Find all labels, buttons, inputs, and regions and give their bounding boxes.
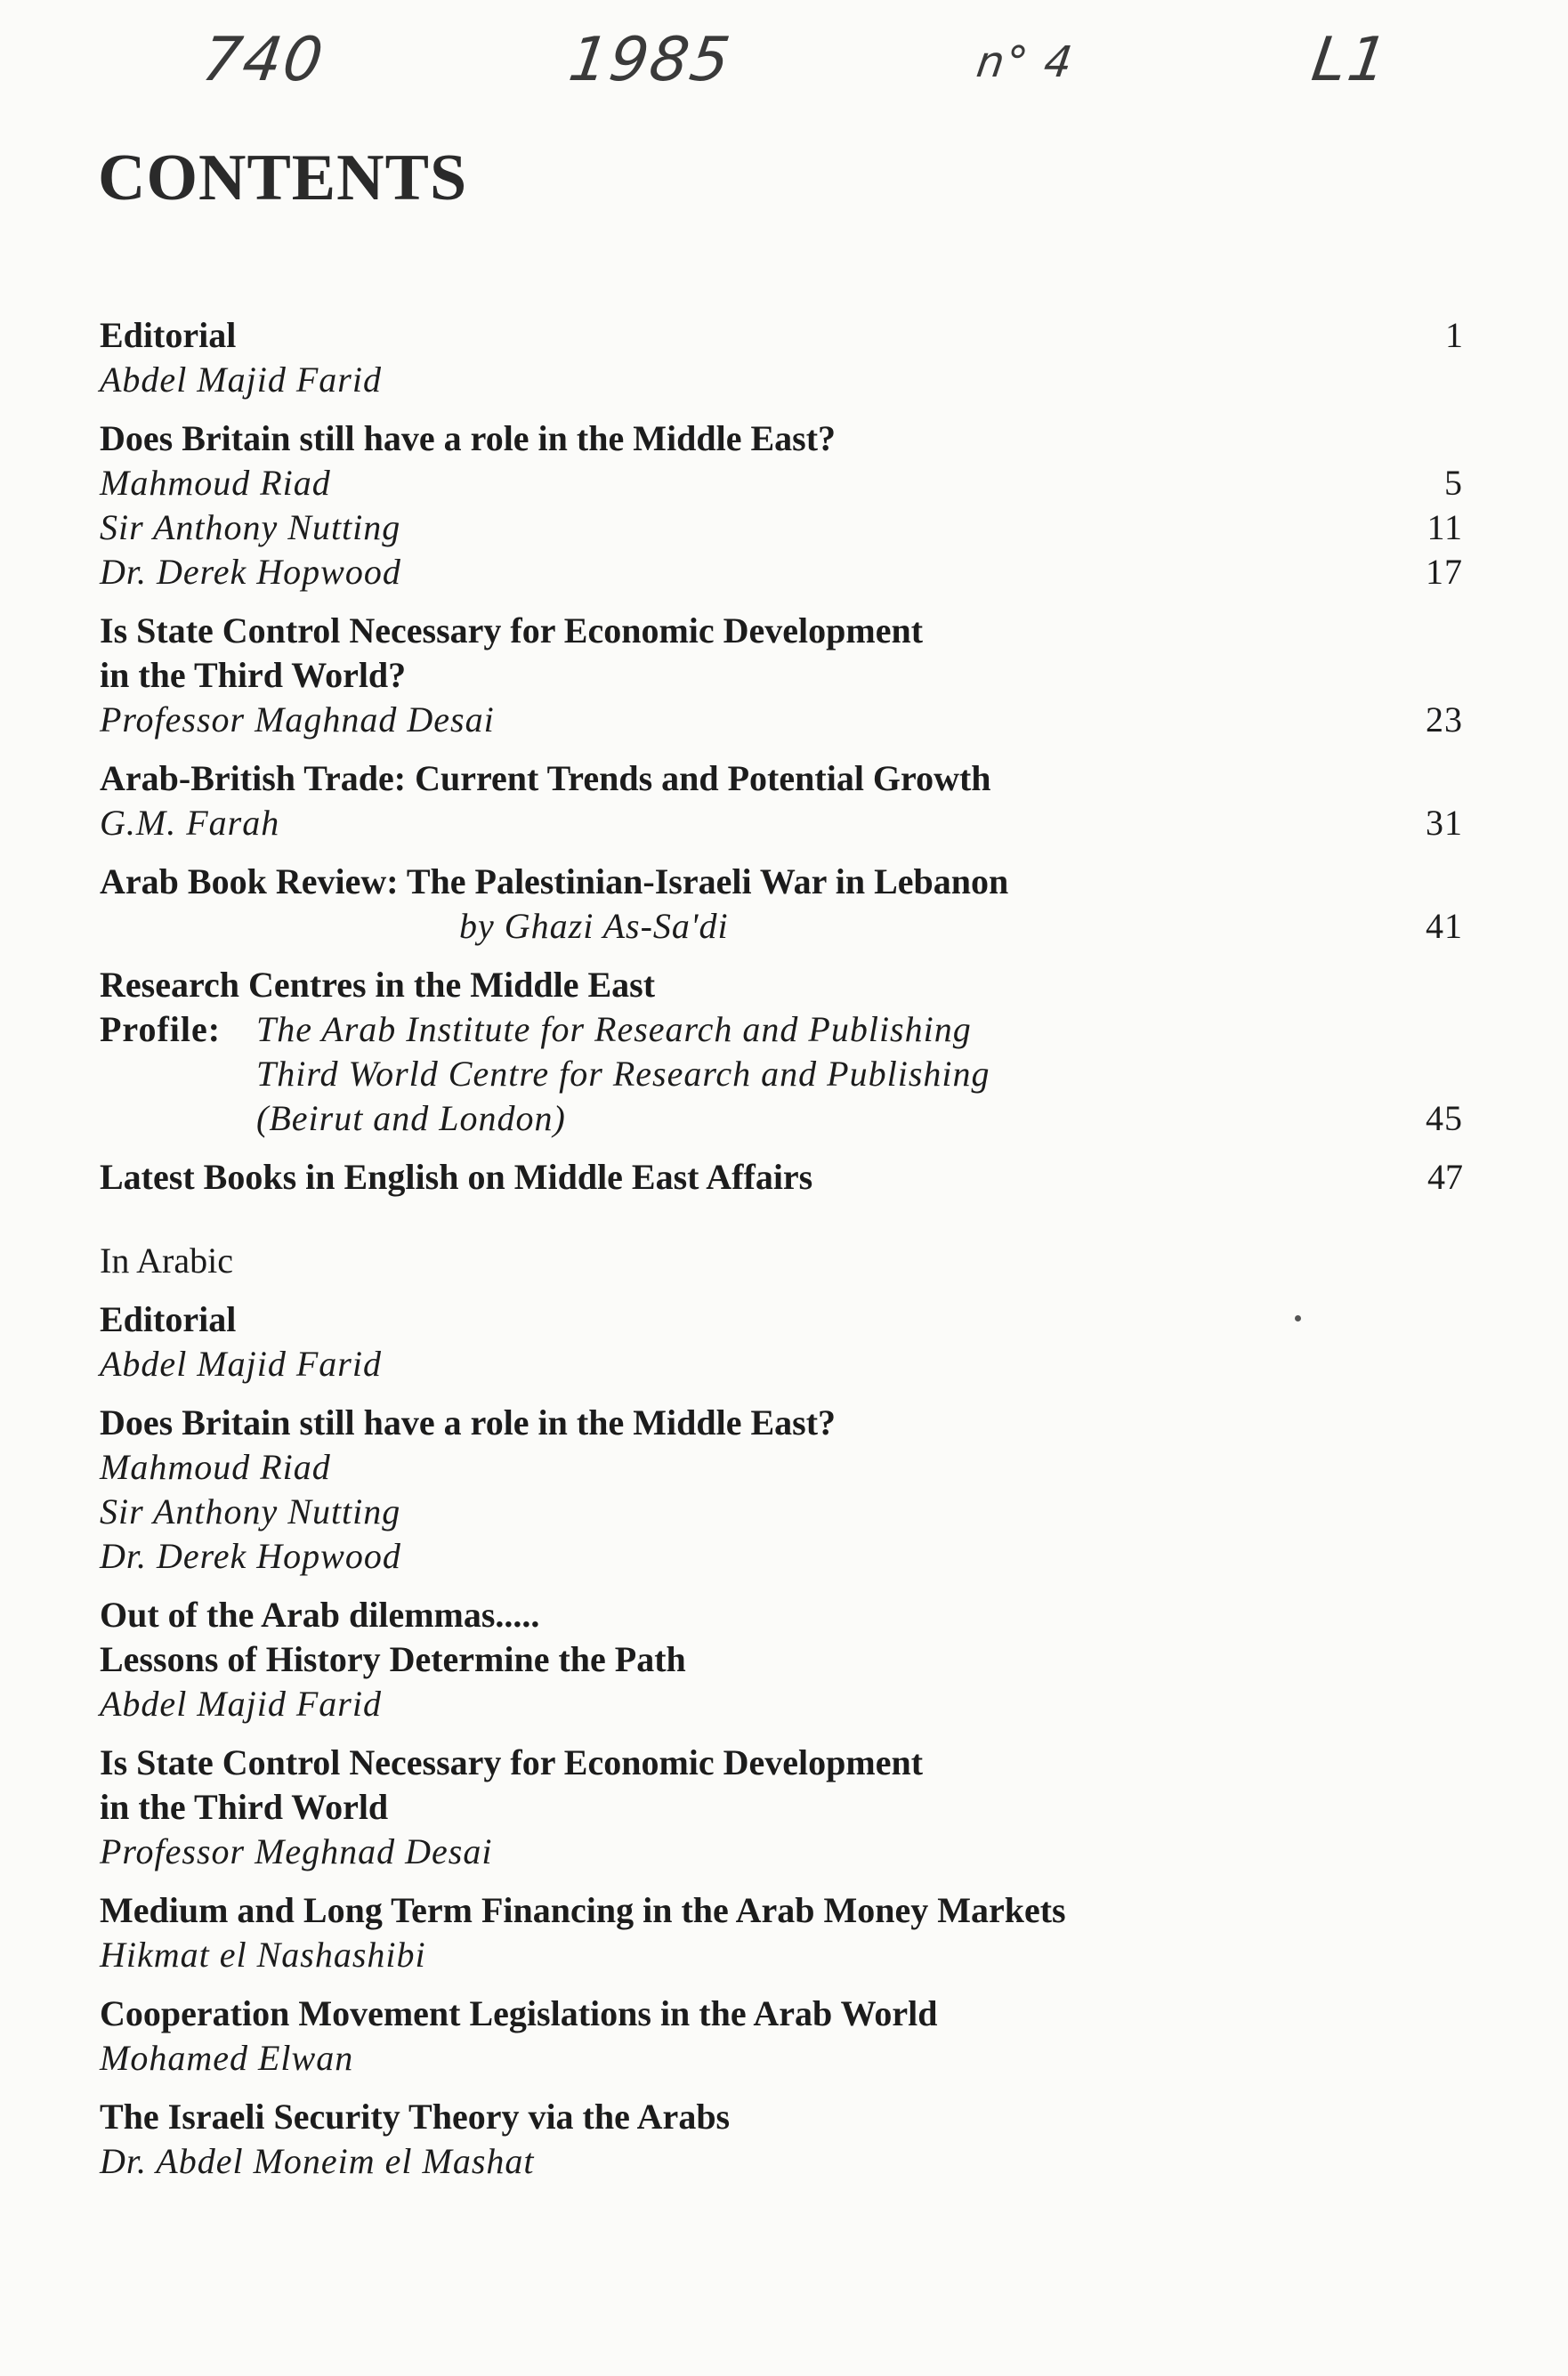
entry-title-text: Latest Books in English on Middle East Affairs	[100, 1157, 813, 1197]
section-heading-arabic: In Arabic	[100, 1241, 233, 1281]
entry-title: Arab Book Review: The Palestinian-Israeli War in Lebanon	[100, 861, 1009, 901]
page-number: 1	[1445, 315, 1463, 355]
author-name: Dr. Derek Hopwood	[100, 552, 401, 592]
page-number: 23	[1426, 699, 1463, 739]
handwritten-note: n° 4	[974, 37, 1078, 87]
entry-title	[100, 1155, 1463, 1200]
entry-author	[100, 550, 1463, 594]
entry-author: Sir Anthony Nutting	[100, 1491, 401, 1531]
entry-title: Cooperation Movement Legislations in the Arab World	[100, 1993, 938, 2033]
entry-title: Arab-British Trade: Current Trends and Potential Growth	[100, 758, 991, 798]
handwritten-note: 1985	[564, 25, 736, 95]
page-number: 47	[1427, 1157, 1463, 1197]
toc-entry	[100, 1741, 1463, 1874]
page-number: 45	[1426, 1098, 1463, 1138]
handwritten-note: L1	[1307, 25, 1394, 95]
page-number: 41	[1426, 906, 1463, 946]
entry-author: Abdel Majid Farid	[100, 1684, 382, 1724]
entry-title: in the Third World?	[100, 655, 407, 695]
entry-author: Mahmoud Riad	[100, 1447, 331, 1487]
entry-title: Out of the Arab dilemmas.....	[100, 1595, 540, 1635]
page-number: 5	[1444, 463, 1463, 503]
entry-title: Does Britain still have a role in the Middle East?	[100, 1402, 837, 1443]
author-name: G.M. Farah	[100, 803, 280, 843]
author-name: Sir Anthony Nutting	[100, 507, 401, 547]
toc-entry	[100, 860, 1463, 949]
entry-author: Professor Meghnad Desai	[100, 1831, 493, 1871]
entry-author: Dr. Abdel Moneim el Mashat	[100, 2141, 535, 2181]
entry-title: Research Centres in the Middle East	[100, 965, 656, 1005]
toc-entry	[100, 416, 1463, 594]
toc-entry	[100, 1593, 1463, 1726]
entry-author: Hikmat el Nashashibi	[100, 1935, 426, 1975]
entry-title: Editorial	[100, 1299, 237, 1339]
handwritten-note: 740	[198, 25, 329, 95]
toc-entry	[100, 963, 1463, 1141]
entry-title: The Israeli Security Theory via the Arabs	[100, 2097, 731, 2137]
entry-author	[100, 801, 1463, 845]
page-number: 31	[1426, 803, 1463, 843]
entry-title-text: Editorial	[100, 315, 237, 355]
toc-entry	[100, 313, 1463, 402]
page-number: 17	[1426, 552, 1463, 592]
entry-author	[100, 904, 1463, 949]
table-of-contents	[100, 313, 1463, 2198]
author-name: by Ghazi As-Sa'di	[459, 906, 729, 946]
toc-entry	[100, 609, 1463, 742]
author-name: Professor Maghnad Desai	[100, 699, 495, 739]
entry-title: Does Britain still have a role in the Middle East?	[100, 418, 837, 458]
toc-entry	[100, 1155, 1463, 1200]
entry-author	[100, 698, 1463, 742]
toc-entry	[100, 1297, 1463, 1386]
page-number: 11	[1427, 507, 1463, 547]
profile-line	[100, 1096, 1463, 1141]
entry-author: Mohamed Elwan	[100, 2038, 354, 2078]
entry-author	[100, 461, 1463, 505]
entry-author	[100, 505, 1463, 550]
toc-entry	[100, 1401, 1463, 1579]
ink-speck	[1295, 1315, 1301, 1321]
page-title: CONTENTS	[98, 141, 468, 214]
entry-title: Is State Control Necessary for Economic Development	[100, 610, 924, 651]
entry-title: Is State Control Necessary for Economic Development	[100, 1742, 924, 1782]
entry-title	[100, 313, 1463, 358]
author-name: Mahmoud Riad	[100, 463, 331, 503]
profile-label: Profile:	[100, 1009, 222, 1049]
toc-entry	[100, 1888, 1463, 1977]
entry-title: Medium and Long Term Financing in the Arab Money Markets	[100, 1890, 1066, 1930]
arabic-entries	[100, 1297, 1463, 2184]
book-review-title: The Palestinian-Israeli War in Lebanon	[406, 861, 1009, 901]
profile-item: The Arab Institute for Research and Publishing	[256, 1009, 972, 1049]
entry-author: Abdel Majid Farid	[100, 1344, 382, 1384]
entry-author: Dr. Derek Hopwood	[100, 1536, 401, 1576]
profile-item: Third World Centre for Research and Publishing	[256, 1054, 990, 1094]
toc-entry	[100, 756, 1463, 845]
toc-entry	[100, 2095, 1463, 2184]
entry-title: Lessons of History Determine the Path	[100, 1639, 686, 1679]
entry-title: in the Third World	[100, 1787, 389, 1827]
book-review-label: Arab Book Review	[100, 861, 387, 901]
toc-entry	[100, 1992, 1463, 2081]
profile-line	[100, 1007, 1463, 1052]
profile-item: (Beirut and London)	[256, 1098, 566, 1138]
profile-label-text: Profile	[100, 1009, 208, 1049]
entry-author: Abdel Majid Farid	[100, 360, 382, 400]
